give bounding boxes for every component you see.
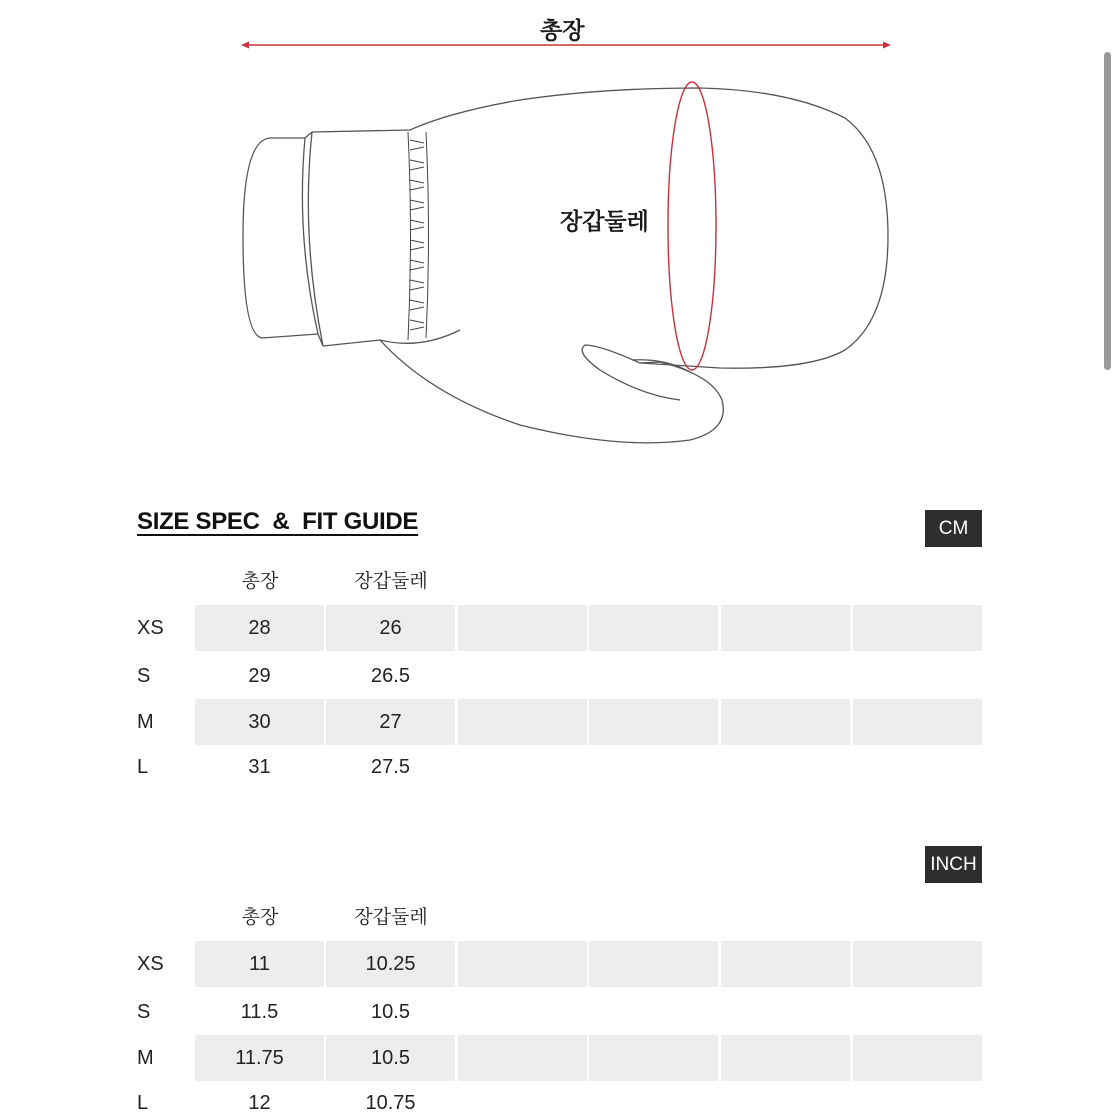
size-table-inch <box>137 902 983 1118</box>
empty-cell <box>853 699 982 745</box>
empty-cell <box>589 605 718 651</box>
unit-badge-cm: CM <box>925 510 982 547</box>
table-cell: 10.75 <box>365 1092 416 1114</box>
length-label: 총장 <box>540 18 585 44</box>
table-row <box>137 1080 983 1118</box>
rib-seam <box>408 132 429 340</box>
empty-cell <box>589 941 718 987</box>
mitten-illustration <box>0 0 1118 470</box>
empty-cell <box>721 1035 850 1081</box>
table-cell: 11 <box>195 941 324 987</box>
table-row <box>137 653 983 699</box>
empty-cell <box>589 699 718 745</box>
table-row <box>137 941 983 987</box>
table-cell: 10.5 <box>326 1035 455 1081</box>
mitten-diagram <box>0 0 1118 470</box>
table-row <box>137 1035 983 1081</box>
empty-cell <box>721 699 850 745</box>
size-label: L <box>137 756 149 778</box>
table-row <box>137 744 983 790</box>
empty-cell <box>458 605 587 651</box>
scrollbar-thumb[interactable] <box>1104 52 1111 370</box>
table-cell: 31 <box>248 756 271 778</box>
column-header: 총장 <box>241 906 279 928</box>
table-row <box>137 699 983 745</box>
table-cell: 27 <box>326 699 455 745</box>
size-label: S <box>137 665 151 687</box>
size-label: M <box>137 1047 154 1069</box>
girth-label: 장갑둘레 <box>560 209 649 235</box>
column-header: 장갑둘레 <box>354 570 428 592</box>
girth-ellipse <box>668 82 716 370</box>
empty-cell <box>853 1035 982 1081</box>
empty-cell <box>458 1035 587 1081</box>
size-label: M <box>137 711 154 733</box>
table-cell: 28 <box>195 605 324 651</box>
table-cell: 10.5 <box>371 1001 410 1023</box>
table-row <box>137 989 983 1035</box>
table-cell: 30 <box>195 699 324 745</box>
empty-cell <box>589 1035 718 1081</box>
table-cell: 12 <box>248 1092 271 1114</box>
size-table-cm <box>137 566 983 796</box>
section-title: SIZE SPEC & FIT GUIDE <box>137 508 419 535</box>
empty-cell <box>458 941 587 987</box>
size-label: S <box>137 1001 151 1023</box>
size-label: L <box>137 1092 149 1114</box>
column-header: 총장 <box>241 570 279 592</box>
empty-cell <box>721 941 850 987</box>
empty-cell <box>853 605 982 651</box>
size-label: XS <box>137 953 164 975</box>
empty-cell <box>721 605 850 651</box>
column-header: 장갑둘레 <box>354 906 428 928</box>
mitten-outline <box>243 88 888 443</box>
table-cell: 26 <box>326 605 455 651</box>
table-cell: 11.75 <box>195 1035 324 1081</box>
table-cell: 27.5 <box>371 756 410 778</box>
size-label: XS <box>137 617 164 639</box>
unit-badge-inch: INCH <box>925 846 982 883</box>
empty-cell <box>853 941 982 987</box>
table-cell: 29 <box>248 665 271 687</box>
table-cell: 10.25 <box>326 941 455 987</box>
table-cell: 11.5 <box>240 1001 279 1023</box>
table-row <box>137 605 983 651</box>
empty-cell <box>458 699 587 745</box>
table-cell: 26.5 <box>371 665 410 687</box>
